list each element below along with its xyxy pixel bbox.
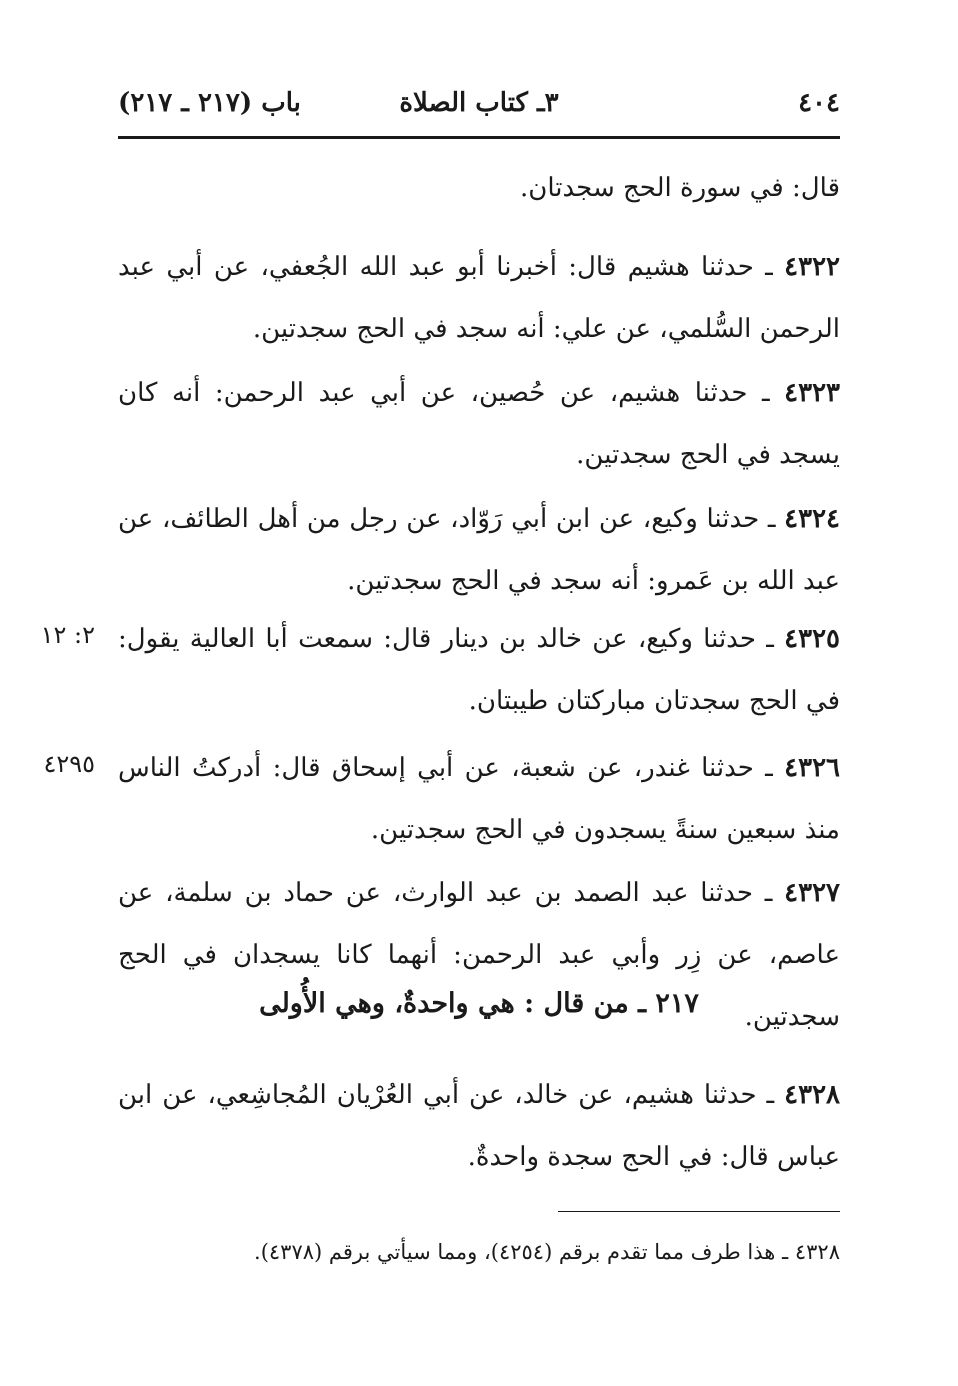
margin-reference: ٤٢٩٥ xyxy=(43,750,95,778)
hadith-text: ـ حدثنا هشيم، عن حُصين، عن أبي عبد الرحمن: أنه كان يسجد في الحج سجدتين. xyxy=(118,378,840,470)
hadith-paragraph xyxy=(118,236,840,360)
hadith-text: ـ حدثنا عبد الصمد بن عبد الوارث، عن حماد بن سلمة، عن عاصم، عن زِر وأبي عبد الرحمن: أنهما كانا يسجدان في الحج سجدتين. xyxy=(118,878,840,1032)
hadith-number: ٤٣٢٦ xyxy=(784,753,840,783)
hadith-number: ٤٣٢٧ xyxy=(784,878,840,908)
hadith-paragraph xyxy=(118,862,840,1048)
hadith-number: ٤٣٢٤ xyxy=(784,504,840,534)
hadith-text: ـ حدثنا غندر، عن شعبة، عن أبي إسحاق قال: أدركتُ الناس منذ سبعين سنةً يسجدون في الحج سجدتين. xyxy=(118,753,840,845)
hadith-number: ٤٣٢٢ xyxy=(784,252,840,282)
hadith-text: ـ حدثنا هشيم قال: أخبرنا أبو عبد الله الجُعفي، عن أبي عبد الرحمن السُّلمي، عن علي: أنه سجد في الحج سجدتين. xyxy=(118,252,840,344)
hadith-text: ـ حدثنا هشيم، عن خالد، عن أبي العُرْيان المُجاشِعي، عن ابن عباس قال: في الحج سجدة واحدةٌ. xyxy=(118,1080,840,1172)
margin-reference: ٢: ١٢ xyxy=(40,621,95,649)
hadith-paragraph xyxy=(118,362,840,486)
hadith-paragraph xyxy=(118,1064,840,1188)
chapter-range: باب (٢١٧ ـ ٢١٧) xyxy=(118,88,301,118)
footnote: ٤٣٢٨ ـ هذا طرف مما تقدم برقم (٤٢٥٤)، ومما سيأتي برقم (٤٣٧٨). xyxy=(254,1240,840,1264)
hadith-number: ٤٣٢٨ xyxy=(784,1080,840,1110)
hadith-paragraph xyxy=(118,608,840,732)
section-heading: ٢١٧ ـ من قال : هي واحدةٌ، وهي الأُولى xyxy=(259,988,699,1019)
hadith-number: ٤٣٢٥ xyxy=(784,624,840,654)
book-title: ٣ـ كتاب الصلاة xyxy=(399,88,559,118)
footnote-rule xyxy=(558,1211,840,1212)
hadith-paragraph xyxy=(118,737,840,861)
hadith-number: ٤٣٢٣ xyxy=(784,378,840,408)
hadith-text: ـ حدثنا وكيع، عن خالد بن دينار قال: سمعت أبا العالية يقول: في الحج سجدتان مباركتان طيبتان. xyxy=(118,624,840,716)
header-rule xyxy=(118,136,840,139)
page-number: ٤٠٤ xyxy=(798,88,840,118)
intro-text: قال: في سورة الحج سجدتان. xyxy=(520,173,840,203)
hadith-paragraph xyxy=(118,488,840,612)
hadith-text: ـ حدثنا وكيع، عن ابن أبي رَوّاد، عن رجل من أهل الطائف، عن عبد الله بن عَمرو: أنه سجد في الحج سجدتين. xyxy=(118,504,840,596)
